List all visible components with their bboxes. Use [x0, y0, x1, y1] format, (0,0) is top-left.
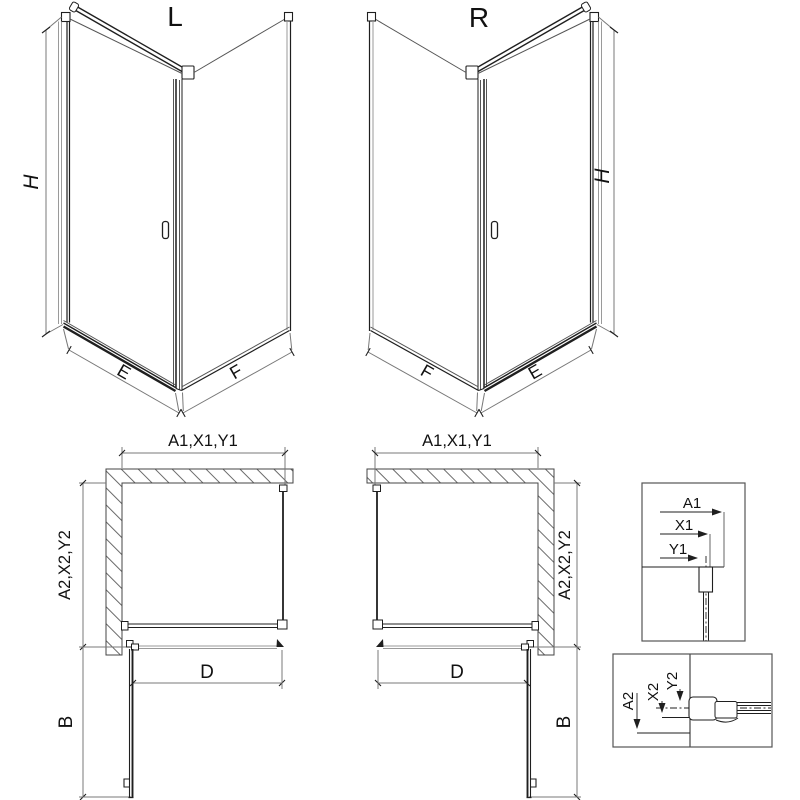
detail-depth-label-y2: Y2 [664, 671, 681, 691]
door-side-dim-label-right: E [524, 360, 546, 384]
detail-width-label-y1: Y1 [668, 541, 688, 558]
plan-depth-dim-label-left: A2,X2,Y2 [56, 530, 74, 600]
plan-opening-dim-label-left: D [200, 662, 214, 683]
iso-right-geometry [366, 1, 618, 417]
plan-door-dim-label-left: B [56, 715, 77, 729]
glass-clamp-profile [689, 697, 717, 720]
plan-depth-dim-label-right: A2,X2,Y2 [556, 530, 574, 600]
plan-door-dim-label-right: B [554, 715, 575, 729]
iso-view-left [20, 1, 294, 417]
plan-view-left [56, 432, 293, 800]
plan-width-dim-label-right: A1,X1,Y1 [422, 432, 492, 450]
height-dim-label-left: H [20, 174, 43, 190]
detail-depth-label-x2: X2 [645, 682, 662, 702]
height-dim-label-right: H [591, 168, 614, 184]
detail-depth-label-a2: A2 [620, 691, 637, 711]
variant-label-left: L [167, 1, 183, 32]
detail-view-depth-refs [613, 654, 772, 747]
plan-view-right [367, 432, 581, 800]
plan-opening-dim-label-right: D [450, 662, 464, 683]
detail-width-label-x1: X1 [674, 517, 694, 534]
wall-profile-section [699, 567, 713, 592]
fixed-side-dim-label-right: F [417, 360, 437, 384]
plan-width-dim-label-left: A1,X1,Y1 [168, 432, 238, 450]
fixed-side-dim-label-left: F [226, 360, 246, 384]
detail-width-label-a1: A1 [682, 495, 702, 512]
door-side-dim-label-left: E [113, 360, 135, 384]
iso-left-geometry [42, 1, 294, 417]
detail-view-width-refs [642, 483, 745, 641]
iso-view-right [366, 1, 618, 417]
variant-label-right: R [468, 2, 490, 33]
